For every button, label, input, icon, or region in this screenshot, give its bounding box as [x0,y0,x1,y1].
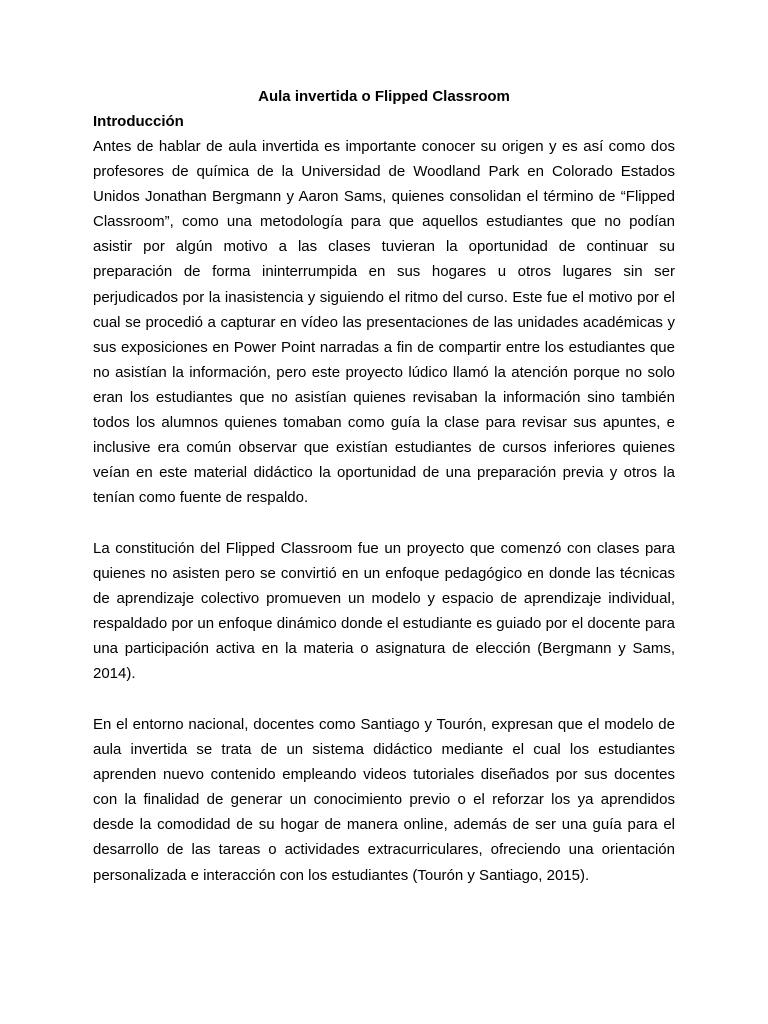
paragraph-constitution: La constitución del Flipped Classroom fue un proyecto que comenzó con clases para quienes no asisten pero se convirtió en un enfoque pedagógico en donde las técnicas de aprendizaje colectivo promueven un modelo y espacio de aprendizaje individual, respaldado por un enfoque dinámico donde el estudiante es guiado por el docente para una participación activa en la materia o asignatura de elección (Bergmann y Sams, 2014). [93,539,675,683]
document-body [93,84,675,888]
document-title: Aula invertida o Flipped Classroom [258,88,510,105]
paragraph-national-context: En el entorno nacional, docentes como Santiago y Tourón, expresan que el modelo de aula invertida se trata de un sistema didáctico mediante el cual los estudiantes aprenden nuevo contenido empleando videos tutoriales diseñados por sus docentes con la finalidad de generar un conocimiento previo o el reforzar los ya aprendidos desde la comodidad de su hogar de manera online, además de ser una guía para el desarrollo de las tareas o actividades extracurriculares, ofreciendo una orientación personalizada e interacción con los estudiantes (Tourón y Santiago, 2015). [93,715,675,884]
paragraph-origin: Antes de hablar de aula invertida es importante conocer su origen y es así como dos profesores de química de la Universidad de Woodland Park en Colorado Estados Unidos Jonathan Bergmann y Aaron Sams, quienes consolidan el término de “Flipped Classroom”, como una metodología para que aquellos estudiantes que no podían asistir por algún motivo a las clases tuvieran la oportunidad de continuar su preparación de forma ininterrumpida en sus hogares u otros lugares sin ser perjudicados por la inasistencia y siguiendo el ritmo del curso. Este fue el motivo por el cual se procedió a capturar en vídeo las presentaciones de las unidades académicas y sus exposiciones en Power Point narradas a fin de compartir entre los estudiantes que no asistían la información, pero este proyecto lúdico llamó la atención porque no solo eran los estudiantes que no asistían quienes revisaban la información sino también todos los alumnos quienes tomaban como guía la clase para revisar sus apuntes, e inclusive era común observar que existían estudiantes de cursos inferiores quienes veían en este material didáctico la oportunidad de una preparación previa y otros la tenían como fuente de respaldo. [93,138,675,507]
section-heading-introduccion: Introducción [93,113,184,130]
